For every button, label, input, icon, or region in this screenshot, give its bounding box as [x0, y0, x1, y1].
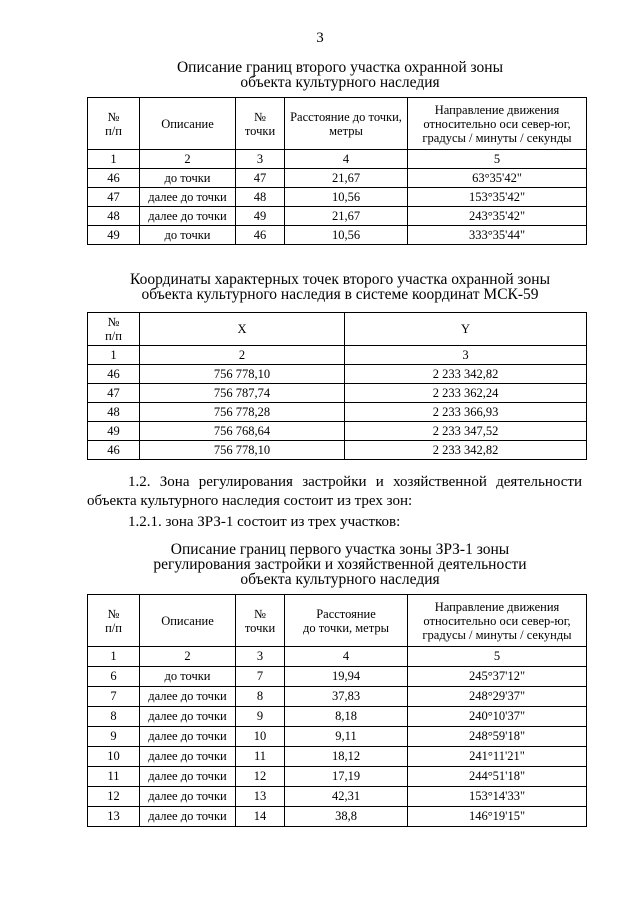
column-header-line: №: [107, 606, 120, 621]
table-cell: далее до точки: [140, 188, 236, 207]
section3-title-line: Описание границ первого участка зоны ЗРЗ-1 зоны: [170, 541, 510, 558]
section2-title-line: Координаты характерных точек второго участка охранной зоны: [130, 271, 550, 288]
table-cell: 46: [236, 226, 285, 245]
table-cell: 9: [236, 707, 285, 727]
table-cell: 46: [88, 169, 140, 188]
table-cell: 10,56: [285, 226, 408, 245]
table-cell: 8: [236, 687, 285, 707]
table-cell: 18,12: [285, 747, 408, 767]
column-header-line: относительно оси север-юг,: [423, 613, 571, 628]
table-cell: 245°37'12": [408, 667, 587, 687]
table-cell: 756 787,74: [140, 384, 345, 403]
column-header: [285, 98, 408, 150]
column-header-line: Y: [460, 322, 471, 336]
table-cell: 2: [140, 647, 236, 667]
column-header: [88, 595, 140, 647]
table-row: [88, 169, 587, 188]
table-cell: 48: [88, 207, 140, 226]
column-header-line: №: [107, 315, 120, 329]
table-cell: до точки: [140, 667, 236, 687]
table-cell: 6: [88, 667, 140, 687]
table-cell: 153°35'42": [408, 188, 587, 207]
table-cell: далее до точки: [140, 787, 236, 807]
table-cell: 12: [236, 767, 285, 787]
column-index-row: [88, 647, 587, 667]
table-cell: далее до точки: [140, 707, 236, 727]
table-row: [88, 403, 587, 422]
column-header: [345, 313, 587, 346]
table-row: [88, 807, 587, 827]
column-header-line: до точки, метры: [303, 620, 389, 635]
column-header-line: п/п: [105, 123, 122, 138]
table-cell: 10,56: [285, 188, 408, 207]
section1-title-line: объекта культурного наследия: [240, 74, 440, 91]
table-row: [88, 422, 587, 441]
table-cell: 10: [88, 747, 140, 767]
column-header-line: точки: [244, 123, 276, 138]
column-header: [236, 595, 285, 647]
table-cell: 7: [236, 667, 285, 687]
column-header-line: относительно оси север-юг,: [423, 116, 571, 131]
column-header: [88, 98, 140, 150]
table-cell: далее до точки: [140, 687, 236, 707]
table-cell: 48: [236, 188, 285, 207]
table-cell: 153°14'33": [408, 787, 587, 807]
column-header: [285, 595, 408, 647]
column-header: [140, 313, 345, 346]
table-cell: 17,19: [285, 767, 408, 787]
column-header: [140, 595, 236, 647]
table-cell: 11: [236, 747, 285, 767]
table-row: [88, 687, 587, 707]
table-cell: 49: [88, 226, 140, 245]
table-cell: 2 233 347,52: [345, 422, 587, 441]
paragraph-2: 1.2.1. зона ЗРЗ-1 состоит из трех участков:: [128, 514, 401, 530]
table-cell: 244°51'18": [408, 767, 587, 787]
table-row: [88, 747, 587, 767]
table-row: [88, 384, 587, 403]
table-cell: 2 233 342,82: [345, 365, 587, 384]
section3-title: [60, 542, 620, 587]
column-header: [408, 98, 587, 150]
table-cell: 49: [88, 422, 140, 441]
column-header-line: п/п: [105, 329, 122, 343]
section2-title-line: объекта культурного наследия в системе координат МСК-59: [141, 286, 539, 303]
column-header: [408, 595, 587, 647]
table-cell: 2 233 362,24: [345, 384, 587, 403]
table-cell: 38,8: [285, 807, 408, 827]
table-cell: 1: [88, 346, 140, 365]
boundary-table-1: [87, 97, 587, 245]
table-cell: 13: [236, 787, 285, 807]
table-cell: далее до точки: [140, 807, 236, 827]
table-row: [88, 727, 587, 747]
table-cell: 47: [88, 384, 140, 403]
table-cell: 4: [285, 150, 408, 169]
table-cell: 63°35'42": [408, 169, 587, 188]
table-cell: 9: [88, 727, 140, 747]
paragraph-1-line-1: 1.2. Зона регулирования застройки и хозяйственной деятельности: [128, 474, 582, 490]
table-cell: 756 778,28: [140, 403, 345, 422]
column-header-line: Расстояние до точки,: [290, 109, 402, 124]
table-row: [88, 707, 587, 727]
table-cell: 13: [88, 807, 140, 827]
table-row: [88, 667, 587, 687]
table-cell: 756 778,10: [140, 365, 345, 384]
table-cell: 49: [236, 207, 285, 226]
table-cell: 21,67: [285, 169, 408, 188]
section2-title: [60, 272, 620, 302]
table-cell: 248°29'37": [408, 687, 587, 707]
table-cell: 5: [408, 647, 587, 667]
column-header-line: п/п: [105, 620, 122, 635]
table-cell: 3: [236, 647, 285, 667]
column-header-line: Описание: [161, 613, 214, 628]
table-row: [88, 787, 587, 807]
table-cell: 5: [408, 150, 587, 169]
table-cell: 14: [236, 807, 285, 827]
table-cell: 19,94: [285, 667, 408, 687]
table-cell: 46: [88, 365, 140, 384]
table-cell: 333°35'44": [408, 226, 587, 245]
table-cell: 1: [88, 150, 140, 169]
table-cell: 47: [88, 188, 140, 207]
table-cell: 248°59'18": [408, 727, 587, 747]
page-number: 3: [316, 30, 324, 46]
table-row: [88, 365, 587, 384]
column-header-line: X: [237, 322, 247, 336]
column-index-row: [88, 150, 587, 169]
section3-title-line: объекта культурного наследия: [240, 571, 440, 588]
table-cell: 11: [88, 767, 140, 787]
section3-title-line: регулирования застройки и хозяйственной деятельности: [153, 556, 527, 573]
section1-title-line: Описание границ второго участка охранной зоны: [176, 59, 504, 76]
table-cell: до точки: [140, 226, 236, 245]
table-cell: 243°35'42": [408, 207, 587, 226]
paragraph-1-line-2: объекта культурного наследия состоит из трех зон:: [87, 493, 413, 509]
table-cell: до точки: [140, 169, 236, 188]
column-header-line: Расстояние: [316, 606, 376, 621]
table-cell: 756 778,10: [140, 441, 345, 460]
table-cell: 756 768,64: [140, 422, 345, 441]
table-cell: далее до точки: [140, 727, 236, 747]
table-cell: 7: [88, 687, 140, 707]
table-cell: 8,18: [285, 707, 408, 727]
column-header-line: №: [107, 109, 120, 124]
table-cell: 8: [88, 707, 140, 727]
table-cell: 240°10'37": [408, 707, 587, 727]
table-cell: 241°11'21": [408, 747, 587, 767]
table-cell: 10: [236, 727, 285, 747]
section1-title: [60, 60, 620, 90]
table-cell: 46: [88, 441, 140, 460]
table-cell: 4: [285, 647, 408, 667]
table-cell: 37,83: [285, 687, 408, 707]
table-cell: 2: [140, 150, 236, 169]
column-header-line: точки: [244, 620, 276, 635]
table-cell: 3: [345, 346, 587, 365]
boundary-table-2: [87, 594, 587, 827]
column-header-line: градусы / минуты / секунды: [422, 130, 572, 145]
column-header: [88, 313, 140, 346]
table-cell: 2: [140, 346, 345, 365]
table-cell: 146°19'15": [408, 807, 587, 827]
column-header-line: Направление движения: [434, 102, 560, 117]
column-header-line: Направление движения: [434, 599, 560, 614]
table-row: [88, 188, 587, 207]
table-row: [88, 207, 587, 226]
coordinates-table: [87, 312, 587, 460]
table-cell: далее до точки: [140, 207, 236, 226]
table-row: [88, 441, 587, 460]
table-row: [88, 226, 587, 245]
column-header-line: №: [254, 109, 266, 124]
table-cell: далее до точки: [140, 767, 236, 787]
table-cell: далее до точки: [140, 747, 236, 767]
column-header: [236, 98, 285, 150]
table-row: [88, 767, 587, 787]
table-cell: 47: [236, 169, 285, 188]
table-cell: 21,67: [285, 207, 408, 226]
table-cell: 2 233 366,93: [345, 403, 587, 422]
column-header-line: метры: [329, 123, 363, 138]
column-header-line: №: [254, 606, 266, 621]
table-cell: 3: [236, 150, 285, 169]
table-cell: 42,31: [285, 787, 408, 807]
column-header-line: Описание: [161, 116, 214, 131]
table-cell: 9,11: [285, 727, 408, 747]
column-header: [140, 98, 236, 150]
table-cell: 1: [88, 647, 140, 667]
table-cell: 12: [88, 787, 140, 807]
table-cell: 2 233 342,82: [345, 441, 587, 460]
column-index-row: [88, 346, 587, 365]
column-header-line: градусы / минуты / секунды: [422, 627, 572, 642]
table-cell: 48: [88, 403, 140, 422]
